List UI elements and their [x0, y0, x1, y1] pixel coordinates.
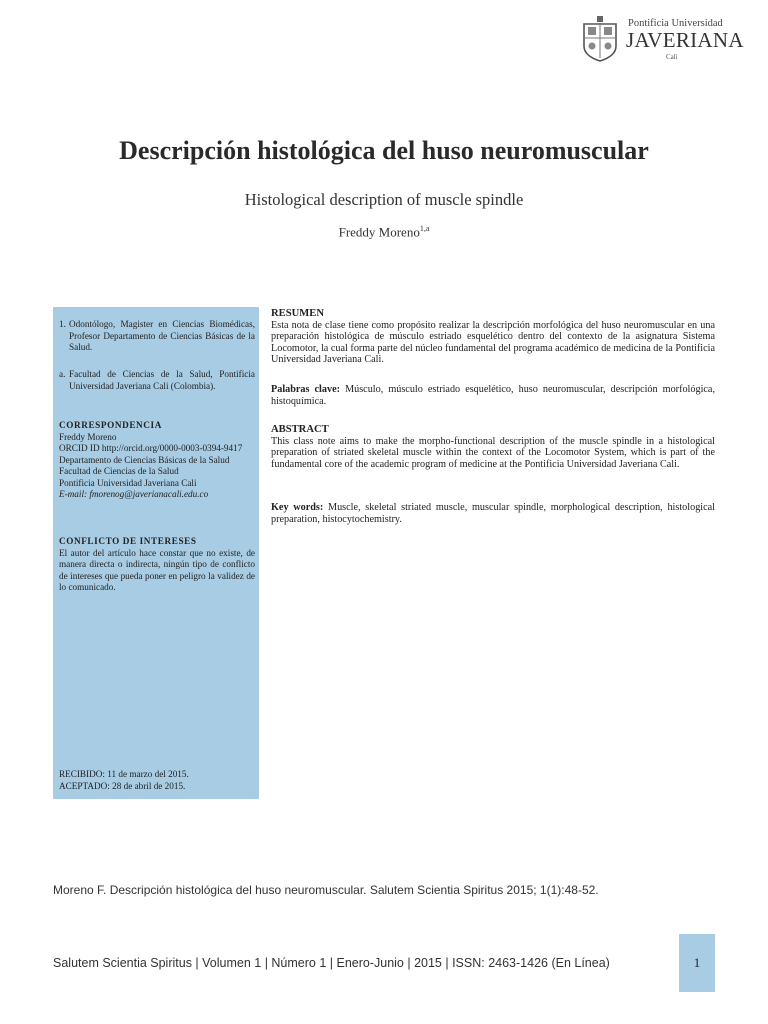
author-name: Freddy Moreno — [338, 224, 420, 240]
affiliation-note-1 — [59, 319, 255, 354]
note-marker: 1. — [59, 319, 66, 329]
conflict-heading: CONFLICTO DE INTERESES — [59, 536, 197, 546]
correspondence-line: Freddy Moreno — [59, 431, 117, 442]
orcid-link[interactable]: ORCID ID http://orcid.org/0000-0003-0394-9417 — [59, 443, 243, 453]
author-affiliation-mark: 1,a — [419, 224, 430, 233]
sidebar-panel — [53, 307, 259, 799]
correspondence-block — [59, 420, 255, 501]
author-line — [0, 224, 768, 240]
keywords-text: Muscle, skeletal striated muscle, muscular spindle, morphological description, histological preparation, histocytochemistry. — [271, 502, 715, 525]
palabras-clave — [271, 384, 715, 407]
logo-line1: Pontificia Universidad — [628, 18, 723, 29]
page-number: 1 — [679, 934, 715, 992]
university-crest-icon — [578, 16, 622, 62]
paper-title: Descripción histológica del huso neuromuscular — [119, 136, 649, 165]
correspondence-line: Departamento de Ciencias Básicas de la Salud — [59, 454, 230, 465]
conflict-text: El autor del artículo hace constar que no existe, de manera directa o indirecta, ningún tipo de conflicto de intereses que pueda poner en peligro la validez de lo comunicado. — [59, 547, 255, 592]
abstract-section — [271, 424, 715, 470]
keywords — [271, 502, 715, 525]
conflict-block — [59, 536, 255, 594]
email-link[interactable]: E-mail: fmorenog@javerianacali.edu.co — [59, 489, 209, 499]
note-text: Odontólogo, Magister en Ciencias Biomédicas, Profesor Departamento de Ciencias Básicas de la Salud. — [69, 319, 255, 352]
logo-line3: Cali — [666, 53, 678, 61]
received-date: RECIBIDO: 11 de marzo del 2015. — [59, 769, 189, 779]
note-text: Facultad de Ciencias de la Salud, Pontificia Universidad Javeriana Cali (Colombia). — [69, 369, 255, 391]
correspondence-line: Pontificia Universidad Javeriana Cali — [59, 477, 197, 488]
palabras-clave-label: Palabras clave: — [271, 384, 340, 395]
affiliation-note-a — [59, 369, 255, 392]
resumen-section — [271, 308, 715, 366]
paper-subtitle: Histological description of muscle spindle — [244, 190, 524, 209]
abstract-heading: ABSTRACT — [271, 424, 329, 435]
citation-line: Moreno F. Descripción histológica del huso neuromuscular. Salutem Scientia Spiritus 2015; 1(1):48-52. — [53, 883, 599, 897]
correspondence-line: Facultad de Ciencias de la Salud — [59, 466, 179, 476]
keywords-label: Key words: — [271, 502, 324, 513]
accepted-date: ACEPTADO: 28 de abril de 2015. — [59, 780, 186, 791]
dates-block — [59, 769, 255, 792]
resumen-text: Esta nota de clase tiene como propósito realizar la descripción morfológica del huso neuromuscular en una preparación histológica de músculo estriado esquelético dentro del contexto de la asignatura Sistema Locomotor, la cual forma parte del núcleo fundamental del programa académico de medicina de la Pontificia Universidad Javeriana Cali. — [271, 319, 715, 366]
logo-line2: JAVERIANA — [626, 28, 744, 52]
resumen-heading: RESUMEN — [271, 308, 324, 319]
university-logo — [578, 16, 744, 66]
journal-footer: Salutem Scientia Spiritus | Volumen 1 | Número 1 | Enero-Junio | 2015 | ISSN: 2463-1426 (En Línea) — [53, 956, 610, 970]
abstract-text: This class note aims to make the morpho-functional description of the muscle spindle in a histological preparation of striated skeletal muscle within the context of the Locomotor System, which is part of the fundamental core of the academic program of medicine at the Pontificia Universidad Javeriana Cali. — [271, 435, 715, 470]
palabras-clave-text: Músculo, músculo estriado esquelético, huso neuromuscular, descripción morfológica, histoquímica. — [271, 384, 715, 407]
note-marker: a. — [59, 369, 66, 379]
correspondence-heading: CORRESPONDENCIA — [59, 420, 162, 430]
